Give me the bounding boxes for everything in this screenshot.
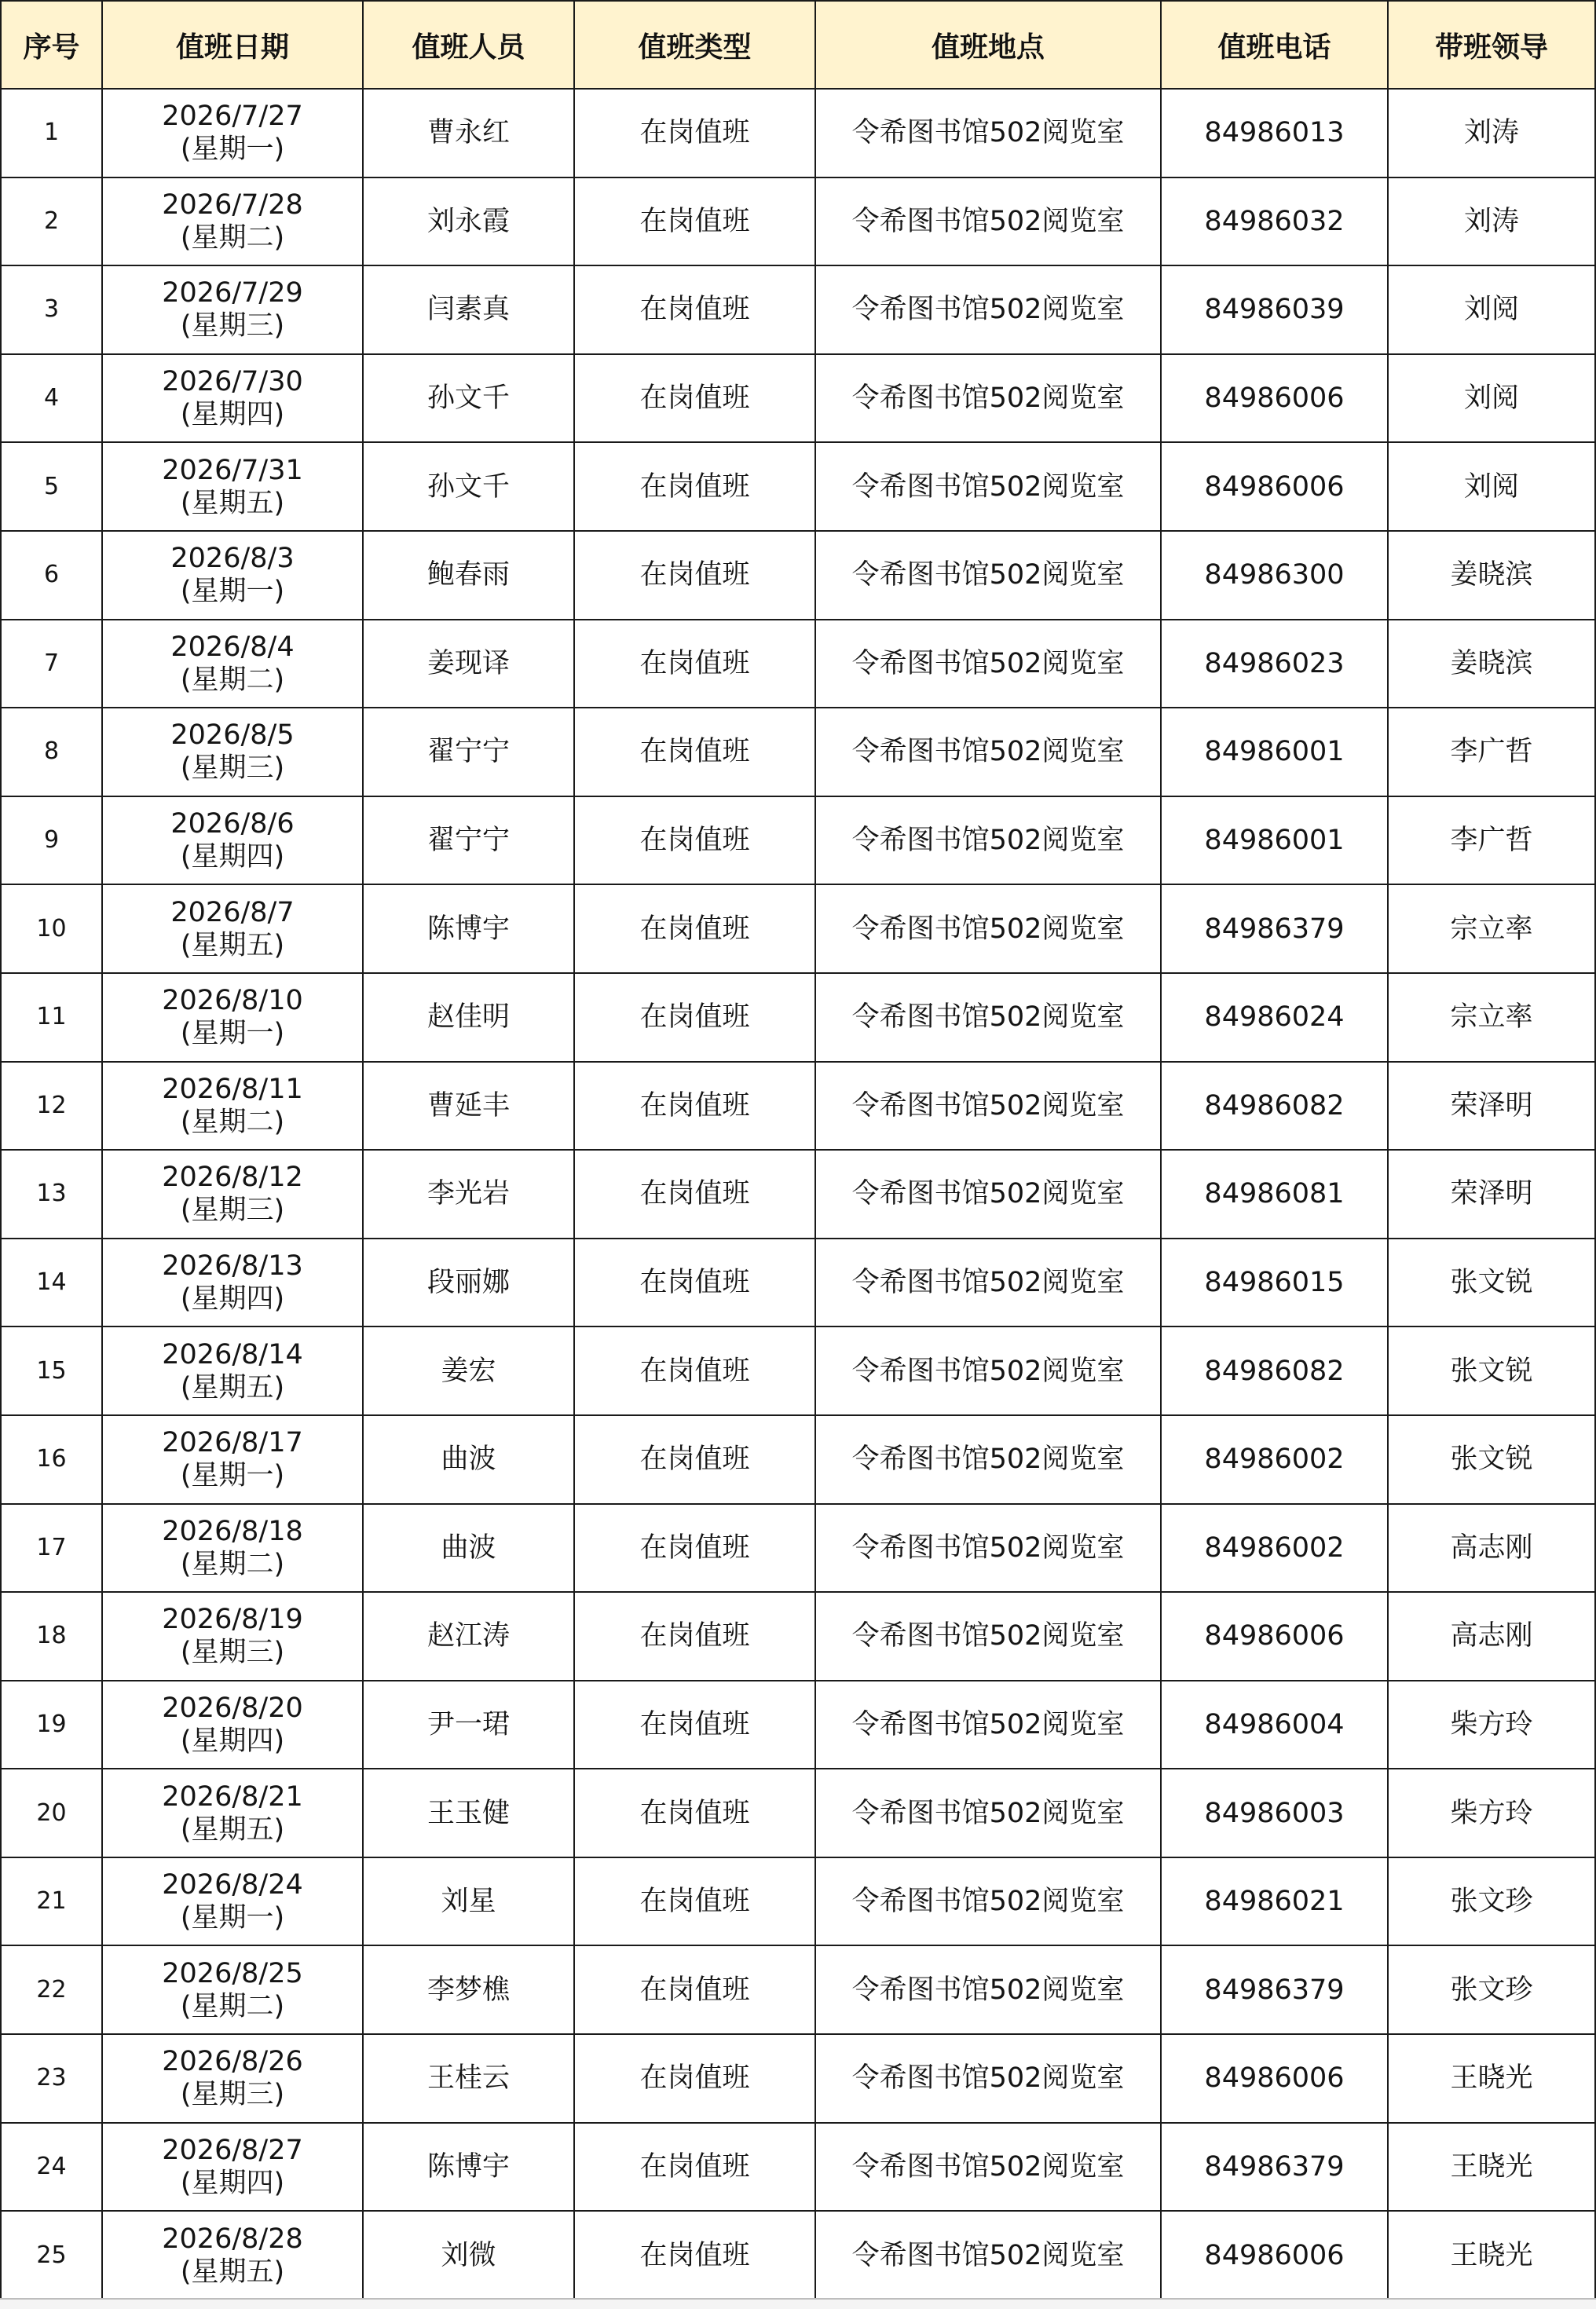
cell-seq: 2 <box>1 177 102 266</box>
table-row <box>1 1592 1595 1681</box>
cell-date <box>102 1062 363 1151</box>
table-row <box>1 2034 1595 2123</box>
date-value: 2026/8/19 <box>162 1604 303 1636</box>
cell-seq: 15 <box>1 1326 102 1415</box>
cell-person: 翟宁宁 <box>363 708 574 796</box>
cell-location: 令希图书馆502阅览室 <box>815 708 1161 796</box>
date-value: 2026/7/27 <box>162 101 303 133</box>
weekday-value: (星期五) <box>180 1813 285 1846</box>
date-value: 2026/8/14 <box>162 1338 303 1370</box>
cell-person: 姜宏 <box>363 1326 574 1415</box>
cell-person: 曲波 <box>363 1415 574 1504</box>
cell-seq: 9 <box>1 796 102 885</box>
cell-leader: 刘阅 <box>1388 442 1595 531</box>
weekday-value: (星期三) <box>180 752 285 785</box>
cell-leader: 张文锐 <box>1388 1326 1595 1415</box>
weekday-value: (星期一) <box>180 1902 285 1934</box>
cell-leader: 张文锐 <box>1388 1415 1595 1504</box>
date-value: 2026/8/10 <box>162 985 303 1017</box>
cell-phone: 84986082 <box>1161 1062 1388 1151</box>
cell-seq: 22 <box>1 1945 102 2034</box>
cell-phone: 84986004 <box>1161 1681 1388 1769</box>
cell-phone: 84986379 <box>1161 1945 1388 2034</box>
cell-person: 曹永红 <box>363 89 574 177</box>
cell-date <box>102 2123 363 2212</box>
cell-type: 在岗值班 <box>574 265 815 354</box>
cell-person: 李梦樵 <box>363 1945 574 2034</box>
cell-date <box>102 1326 363 1415</box>
cell-type: 在岗值班 <box>574 177 815 266</box>
cell-person: 陈博宇 <box>363 2123 574 2212</box>
cell-location: 令希图书馆502阅览室 <box>815 884 1161 973</box>
cell-location: 令希图书馆502阅览室 <box>815 1857 1161 1946</box>
cell-location: 令希图书馆502阅览室 <box>815 1769 1161 1857</box>
cell-seq: 14 <box>1 1239 102 1327</box>
cell-person: 刘微 <box>363 2211 574 2300</box>
cell-seq: 12 <box>1 1062 102 1151</box>
cell-type: 在岗值班 <box>574 1415 815 1504</box>
cell-person: 赵江涛 <box>363 1592 574 1681</box>
cell-location: 令希图书馆502阅览室 <box>815 1592 1161 1681</box>
date-value: 2026/8/25 <box>162 1957 303 1989</box>
cell-date <box>102 620 363 708</box>
cell-seq: 13 <box>1 1150 102 1239</box>
cell-date <box>102 708 363 796</box>
cell-person: 段丽娜 <box>363 1239 574 1327</box>
cell-date <box>102 89 363 177</box>
date-value: 2026/8/12 <box>162 1162 303 1194</box>
cell-phone: 84986015 <box>1161 1239 1388 1327</box>
cell-person: 王玉健 <box>363 1769 574 1857</box>
cell-person: 刘永霞 <box>363 177 574 266</box>
weekday-value: (星期五) <box>180 2256 285 2288</box>
date-value: 2026/8/20 <box>162 1692 303 1724</box>
weekday-value: (星期一) <box>180 1018 285 1050</box>
weekday-value: (星期三) <box>180 310 285 342</box>
cell-date <box>102 1150 363 1239</box>
cell-date <box>102 1769 363 1857</box>
header-leader: 带班领导 <box>1388 1 1595 89</box>
cell-phone: 84986379 <box>1161 2123 1388 2212</box>
cell-location: 令希图书馆502阅览室 <box>815 2034 1161 2123</box>
weekday-value: (星期五) <box>180 487 285 519</box>
cell-leader: 姜晓滨 <box>1388 531 1595 620</box>
cell-location: 令希图书馆502阅览室 <box>815 620 1161 708</box>
date-value: 2026/7/28 <box>162 188 303 221</box>
weekday-value: (星期二) <box>180 1106 285 1138</box>
weekday-value: (星期四) <box>180 1725 285 1757</box>
cell-leader: 刘涛 <box>1388 177 1595 266</box>
weekday-value: (星期五) <box>180 1371 285 1403</box>
cell-person: 曲波 <box>363 1504 574 1593</box>
cell-location: 令希图书馆502阅览室 <box>815 177 1161 266</box>
header-row <box>1 1 1595 89</box>
cell-type: 在岗值班 <box>574 2034 815 2123</box>
weekday-value: (星期二) <box>180 1990 285 2022</box>
table-row <box>1 531 1595 620</box>
weekday-value: (星期三) <box>180 2079 285 2111</box>
table-row <box>1 1415 1595 1504</box>
cell-location: 令希图书馆502阅览室 <box>815 1239 1161 1327</box>
cell-phone: 84986006 <box>1161 2211 1388 2300</box>
cell-location: 令希图书馆502阅览室 <box>815 2123 1161 2212</box>
weekday-value: (星期一) <box>180 576 285 608</box>
table-row <box>1 1857 1595 1946</box>
cell-location: 令希图书馆502阅览室 <box>815 1504 1161 1593</box>
weekday-value: (星期一) <box>180 1460 285 1492</box>
date-value: 2026/8/24 <box>162 1869 303 1901</box>
cell-location: 令希图书馆502阅览室 <box>815 2211 1161 2300</box>
weekday-value: (星期五) <box>180 929 285 961</box>
cell-type: 在岗值班 <box>574 89 815 177</box>
date-value: 2026/8/13 <box>162 1250 303 1283</box>
cell-type: 在岗值班 <box>574 2123 815 2212</box>
date-value: 2026/8/18 <box>162 1515 303 1547</box>
table-row <box>1 2211 1595 2300</box>
cell-seq: 7 <box>1 620 102 708</box>
cell-type: 在岗值班 <box>574 1769 815 1857</box>
date-value: 2026/8/17 <box>162 1427 303 1459</box>
cell-location: 令希图书馆502阅览室 <box>815 265 1161 354</box>
cell-person: 姜现译 <box>363 620 574 708</box>
header-person: 值班人员 <box>363 1 574 89</box>
cell-location: 令希图书馆502阅览室 <box>815 89 1161 177</box>
cell-location: 令希图书馆502阅览室 <box>815 973 1161 1062</box>
cell-seq: 6 <box>1 531 102 620</box>
cell-phone: 84986021 <box>1161 1857 1388 1946</box>
cell-location: 令希图书馆502阅览室 <box>815 354 1161 443</box>
date-value: 2026/8/4 <box>170 631 295 663</box>
cell-phone: 84986032 <box>1161 177 1388 266</box>
cell-location: 令希图书馆502阅览室 <box>815 442 1161 531</box>
table-row <box>1 177 1595 266</box>
weekday-value: (星期三) <box>180 1195 285 1227</box>
cell-leader: 王晓光 <box>1388 2211 1595 2300</box>
cell-date <box>102 265 363 354</box>
cell-location: 令希图书馆502阅览室 <box>815 1150 1161 1239</box>
cell-type: 在岗值班 <box>574 708 815 796</box>
cell-date <box>102 1239 363 1327</box>
cell-leader: 柴方玲 <box>1388 1681 1595 1769</box>
cell-phone: 84986300 <box>1161 531 1388 620</box>
cell-person: 孙文千 <box>363 442 574 531</box>
table-row <box>1 796 1595 885</box>
cell-date <box>102 1504 363 1593</box>
cell-person: 陈博宇 <box>363 884 574 973</box>
weekday-value: (星期四) <box>180 399 285 431</box>
weekday-value: (星期一) <box>180 134 285 166</box>
cell-phone: 84986006 <box>1161 1592 1388 1681</box>
cell-phone: 84986006 <box>1161 442 1388 531</box>
table-row <box>1 1945 1595 2034</box>
table-row <box>1 265 1595 354</box>
date-value: 2026/8/5 <box>170 719 295 752</box>
cell-phone: 84986002 <box>1161 1504 1388 1593</box>
cell-phone: 84986082 <box>1161 1326 1388 1415</box>
cell-date <box>102 1415 363 1504</box>
cell-type: 在岗值班 <box>574 1592 815 1681</box>
table-row <box>1 973 1595 1062</box>
cell-seq: 8 <box>1 708 102 796</box>
cell-type: 在岗值班 <box>574 620 815 708</box>
cell-person: 鲍春雨 <box>363 531 574 620</box>
date-value: 2026/8/27 <box>162 2134 303 2166</box>
weekday-value: (星期三) <box>180 1637 285 1669</box>
cell-leader: 刘涛 <box>1388 89 1595 177</box>
cell-person: 赵佳明 <box>363 973 574 1062</box>
cell-seq: 21 <box>1 1857 102 1946</box>
cell-leader: 李广哲 <box>1388 708 1595 796</box>
cell-seq: 11 <box>1 973 102 1062</box>
table-row <box>1 1504 1595 1593</box>
cell-person: 刘星 <box>363 1857 574 1946</box>
cell-seq: 3 <box>1 265 102 354</box>
table-row <box>1 708 1595 796</box>
cell-phone: 84986006 <box>1161 354 1388 443</box>
cell-date <box>102 884 363 973</box>
table-row <box>1 1326 1595 1415</box>
cell-date <box>102 442 363 531</box>
cell-type: 在岗值班 <box>574 1681 815 1769</box>
date-value: 2026/8/6 <box>170 808 295 840</box>
table-row <box>1 2123 1595 2212</box>
cell-seq: 23 <box>1 2034 102 2123</box>
cell-type: 在岗值班 <box>574 1857 815 1946</box>
cell-leader: 王晓光 <box>1388 2034 1595 2123</box>
cell-date <box>102 2034 363 2123</box>
weekday-value: (星期二) <box>180 1548 285 1580</box>
table-row <box>1 442 1595 531</box>
date-value: 2026/8/28 <box>162 2223 303 2255</box>
cell-phone: 84986081 <box>1161 1150 1388 1239</box>
weekday-value: (星期二) <box>180 664 285 696</box>
cell-person: 孙文千 <box>363 354 574 443</box>
cell-phone: 84986013 <box>1161 89 1388 177</box>
cell-seq: 5 <box>1 442 102 531</box>
cell-location: 令希图书馆502阅览室 <box>815 1945 1161 2034</box>
cell-type: 在岗值班 <box>574 1150 815 1239</box>
cell-leader: 王晓光 <box>1388 2123 1595 2212</box>
header-type: 值班类型 <box>574 1 815 89</box>
cell-date <box>102 354 363 443</box>
cell-person: 尹一珺 <box>363 1681 574 1769</box>
cell-date <box>102 531 363 620</box>
table-row <box>1 89 1595 177</box>
date-value: 2026/8/7 <box>170 896 295 928</box>
cell-leader: 李广哲 <box>1388 796 1595 885</box>
cell-leader: 宗立率 <box>1388 973 1595 1062</box>
cell-leader: 柴方玲 <box>1388 1769 1595 1857</box>
cell-leader: 刘阅 <box>1388 354 1595 443</box>
table-row <box>1 1681 1595 1769</box>
cell-type: 在岗值班 <box>574 1945 815 2034</box>
cell-date <box>102 1681 363 1769</box>
date-value: 2026/8/3 <box>170 543 295 575</box>
cell-seq: 17 <box>1 1504 102 1593</box>
weekday-value: (星期四) <box>180 1283 285 1316</box>
cell-seq: 10 <box>1 884 102 973</box>
cell-type: 在岗值班 <box>574 796 815 885</box>
cell-date <box>102 796 363 885</box>
date-value: 2026/7/29 <box>162 277 303 309</box>
header-phone: 值班电话 <box>1161 1 1388 89</box>
cell-phone: 84986001 <box>1161 708 1388 796</box>
cell-type: 在岗值班 <box>574 884 815 973</box>
cell-person: 闫素真 <box>363 265 574 354</box>
date-value: 2026/7/30 <box>162 366 303 398</box>
cell-location: 令希图书馆502阅览室 <box>815 1681 1161 1769</box>
date-value: 2026/8/21 <box>162 1780 303 1813</box>
date-value: 2026/8/26 <box>162 2046 303 2078</box>
cell-phone: 84986003 <box>1161 1769 1388 1857</box>
cell-location: 令希图书馆502阅览室 <box>815 796 1161 885</box>
cell-type: 在岗值班 <box>574 442 815 531</box>
cell-seq: 25 <box>1 2211 102 2300</box>
cell-person: 李光岩 <box>363 1150 574 1239</box>
date-value: 2026/7/31 <box>162 454 303 486</box>
table-row <box>1 620 1595 708</box>
cell-leader: 张文珍 <box>1388 1857 1595 1946</box>
cell-leader: 荣泽明 <box>1388 1062 1595 1151</box>
cell-phone: 84986024 <box>1161 973 1388 1062</box>
cell-type: 在岗值班 <box>574 1239 815 1327</box>
cell-seq: 19 <box>1 1681 102 1769</box>
table-row <box>1 1062 1595 1151</box>
cell-type: 在岗值班 <box>574 1062 815 1151</box>
cell-leader: 荣泽明 <box>1388 1150 1595 1239</box>
cell-location: 令希图书馆502阅览室 <box>815 1326 1161 1415</box>
cell-date <box>102 1857 363 1946</box>
cell-seq: 16 <box>1 1415 102 1504</box>
table-row <box>1 1239 1595 1327</box>
cell-leader: 高志刚 <box>1388 1592 1595 1681</box>
table-body <box>1 89 1595 2300</box>
cell-date <box>102 1945 363 2034</box>
cell-leader: 刘阅 <box>1388 265 1595 354</box>
cell-phone: 84986023 <box>1161 620 1388 708</box>
cell-leader: 张文锐 <box>1388 1239 1595 1327</box>
cell-location: 令希图书馆502阅览室 <box>815 1415 1161 1504</box>
cell-person: 翟宁宁 <box>363 796 574 885</box>
header-location: 值班地点 <box>815 1 1161 89</box>
header-seq: 序号 <box>1 1 102 89</box>
cell-type: 在岗值班 <box>574 531 815 620</box>
table-row <box>1 354 1595 443</box>
weekday-value: (星期四) <box>180 2167 285 2199</box>
cell-location: 令希图书馆502阅览室 <box>815 531 1161 620</box>
cell-type: 在岗值班 <box>574 1326 815 1415</box>
cell-type: 在岗值班 <box>574 973 815 1062</box>
cell-seq: 1 <box>1 89 102 177</box>
cell-leader: 宗立率 <box>1388 884 1595 973</box>
cell-seq: 18 <box>1 1592 102 1681</box>
table-row <box>1 1769 1595 1857</box>
header-date: 值班日期 <box>102 1 363 89</box>
cell-date <box>102 1592 363 1681</box>
cell-phone: 84986039 <box>1161 265 1388 354</box>
date-value: 2026/8/11 <box>162 1073 303 1105</box>
cell-type: 在岗值班 <box>574 1504 815 1593</box>
cell-date <box>102 177 363 266</box>
cell-seq: 24 <box>1 2123 102 2212</box>
cell-seq: 4 <box>1 354 102 443</box>
cell-phone: 84986006 <box>1161 2034 1388 2123</box>
cell-phone: 84986001 <box>1161 796 1388 885</box>
weekday-value: (星期四) <box>180 841 285 873</box>
table-row <box>1 1150 1595 1239</box>
weekday-value: (星期二) <box>180 221 285 254</box>
cell-leader: 姜晓滨 <box>1388 620 1595 708</box>
cell-phone: 84986379 <box>1161 884 1388 973</box>
cell-person: 王桂云 <box>363 2034 574 2123</box>
cell-leader: 张文珍 <box>1388 1945 1595 2034</box>
cell-date <box>102 973 363 1062</box>
cell-person: 曹延丰 <box>363 1062 574 1151</box>
cell-type: 在岗值班 <box>574 354 815 443</box>
cell-leader: 高志刚 <box>1388 1504 1595 1593</box>
cell-phone: 84986002 <box>1161 1415 1388 1504</box>
cell-seq: 20 <box>1 1769 102 1857</box>
cell-location: 令希图书馆502阅览室 <box>815 1062 1161 1151</box>
cell-date <box>102 2211 363 2300</box>
cell-type: 在岗值班 <box>574 2211 815 2300</box>
table-row <box>1 884 1595 973</box>
